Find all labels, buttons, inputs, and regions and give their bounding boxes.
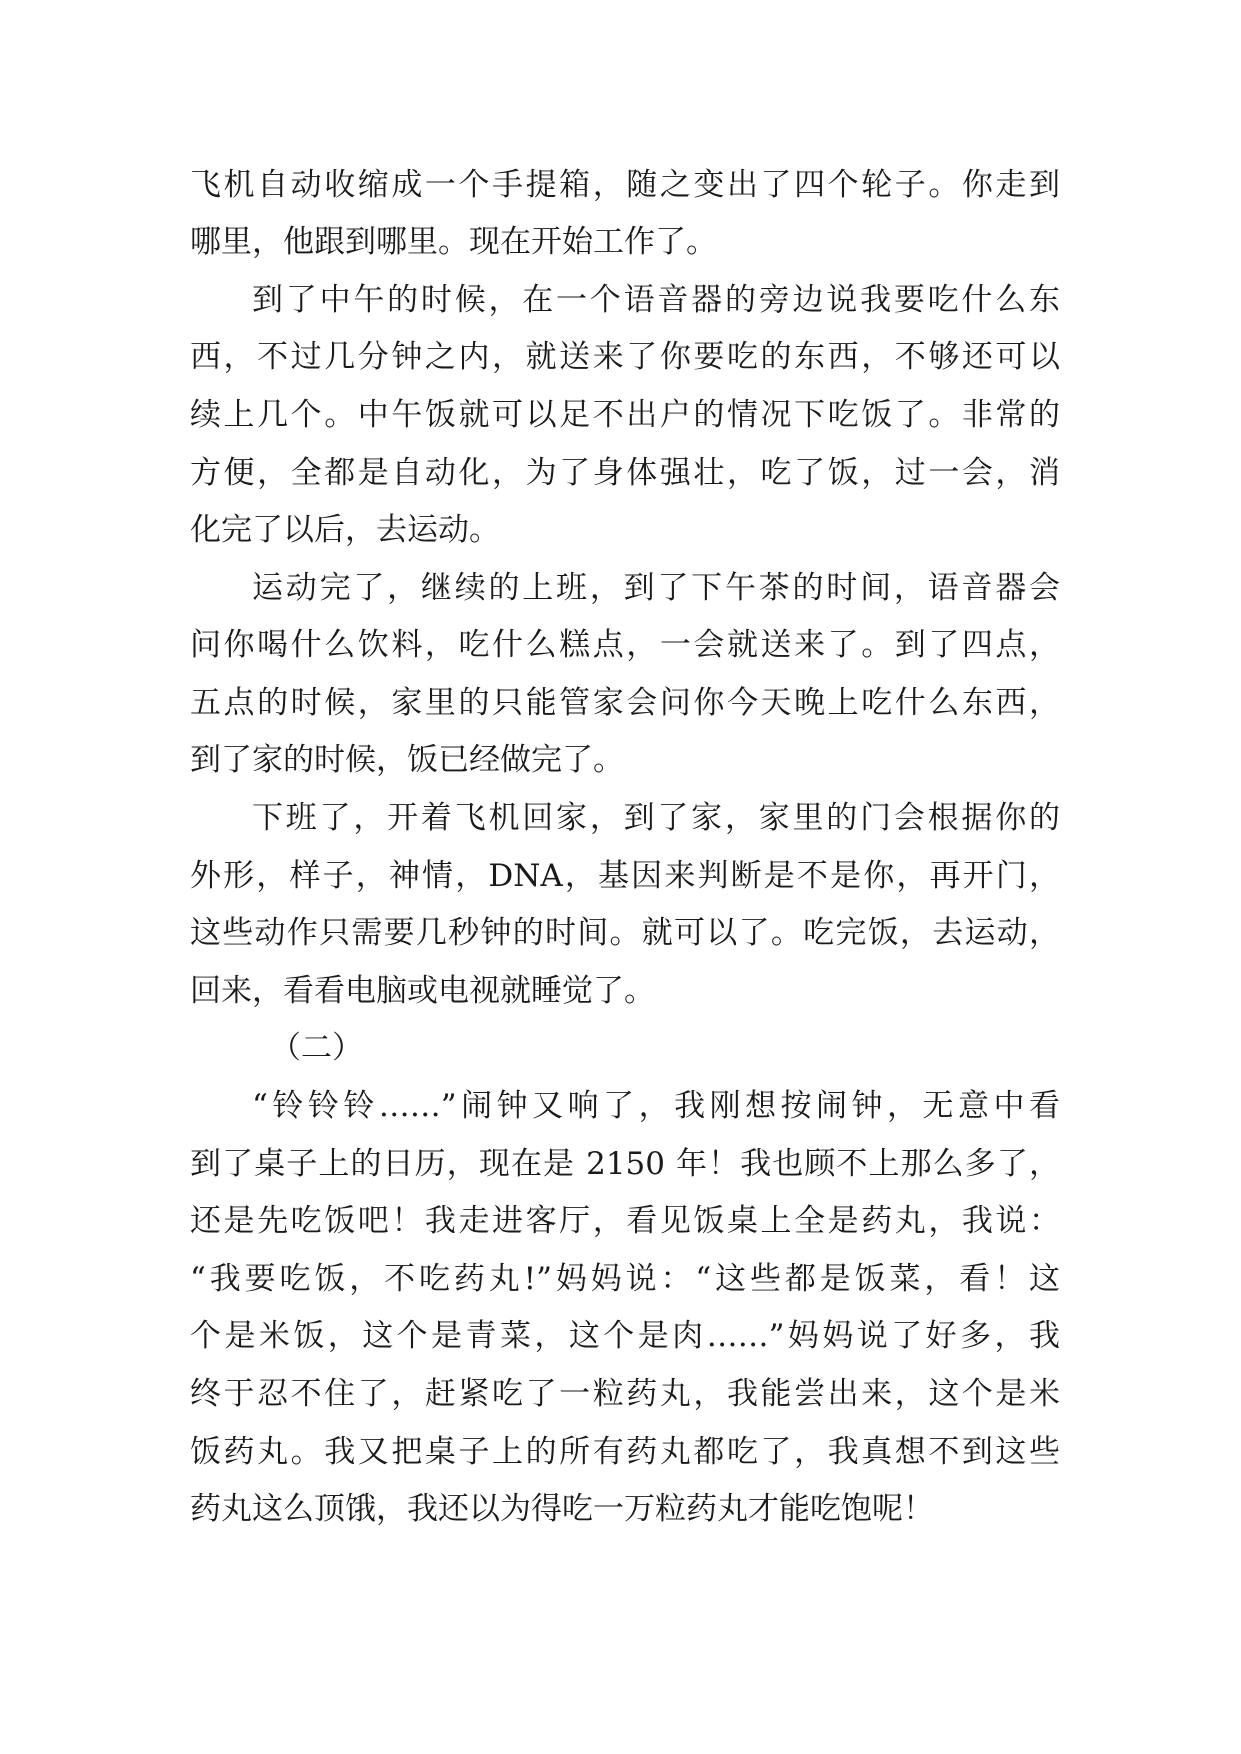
text-line: “我要吃饭，不吃药丸!”妈妈说：“这些都是饭菜，看！这 [190, 1261, 1060, 1297]
text-line: 终于忍不住了，赶紧吃了一粒药丸，我能尝出来，这个是米 [190, 1376, 1060, 1412]
text-line: 续上几个。中午饭就可以足不出户的情况下吃饭了。非常的 [190, 397, 1060, 433]
text-line: 到了桌子上的日历，现在是 2150 年！我也顾不上那么多了， [190, 1146, 1060, 1182]
text-line: “铃铃铃……”闹钟又响了，我刚想按闹钟，无意中看 [252, 1088, 1060, 1124]
text-line: 回来，看看电脑或电视就睡觉了。 [190, 973, 655, 1009]
text-line: 这些动作只需要几秒钟的时间。就可以了。吃完饭，去运动， [190, 915, 1060, 951]
text-line: 饭药丸。我又把桌子上的所有药丸都吃了，我真想不到这些 [190, 1434, 1060, 1470]
text-line: 西，不过几分钟之内，就送来了你要吃的东西，不够还可以 [190, 339, 1060, 375]
text-line: 到了中午的时候，在一个语音器的旁边说我要吃什么东 [252, 282, 1060, 318]
text-line: 问你喝什么饮料，吃什么糕点，一会就送来了。到了四点， [190, 627, 1060, 663]
text-line: 化完了以后，去运动。 [190, 512, 500, 548]
text-line: 外形，样子，神情，DNA，基因来判断是不是你，再开门， [190, 858, 1060, 894]
text-line: 药丸这么顶饿，我还以为得吃一万粒药丸才能吃饱呢！ [190, 1491, 934, 1527]
section-heading: （二） [270, 1030, 363, 1066]
text-line: 方便，全都是自动化，为了身体强壮，吃了饭，过一会，消 [190, 455, 1060, 491]
text-line: 还是先吃饭吧！我走进客厅，看见饭桌上全是药丸，我说： [190, 1203, 1060, 1239]
text-line: 下班了，开着飞机回家，到了家，家里的门会根据你的 [252, 800, 1060, 836]
text-line: 飞机自动收缩成一个手提箱，随之变出了四个轮子。你走到 [190, 167, 1060, 203]
text-line: 哪里，他跟到哪里。现在开始工作了。 [190, 224, 717, 260]
text-line: 个是米饭，这个是青菜，这个是肉……”妈妈说了好多，我 [190, 1318, 1060, 1354]
text-line: 五点的时候，家里的只能管家会问你今天晚上吃什么东西， [190, 685, 1060, 721]
text-line: 到了家的时候，饭已经做完了。 [190, 742, 624, 778]
text-line: 运动完了，继续的上班，到了下午茶的时间，语音器会 [252, 570, 1060, 606]
